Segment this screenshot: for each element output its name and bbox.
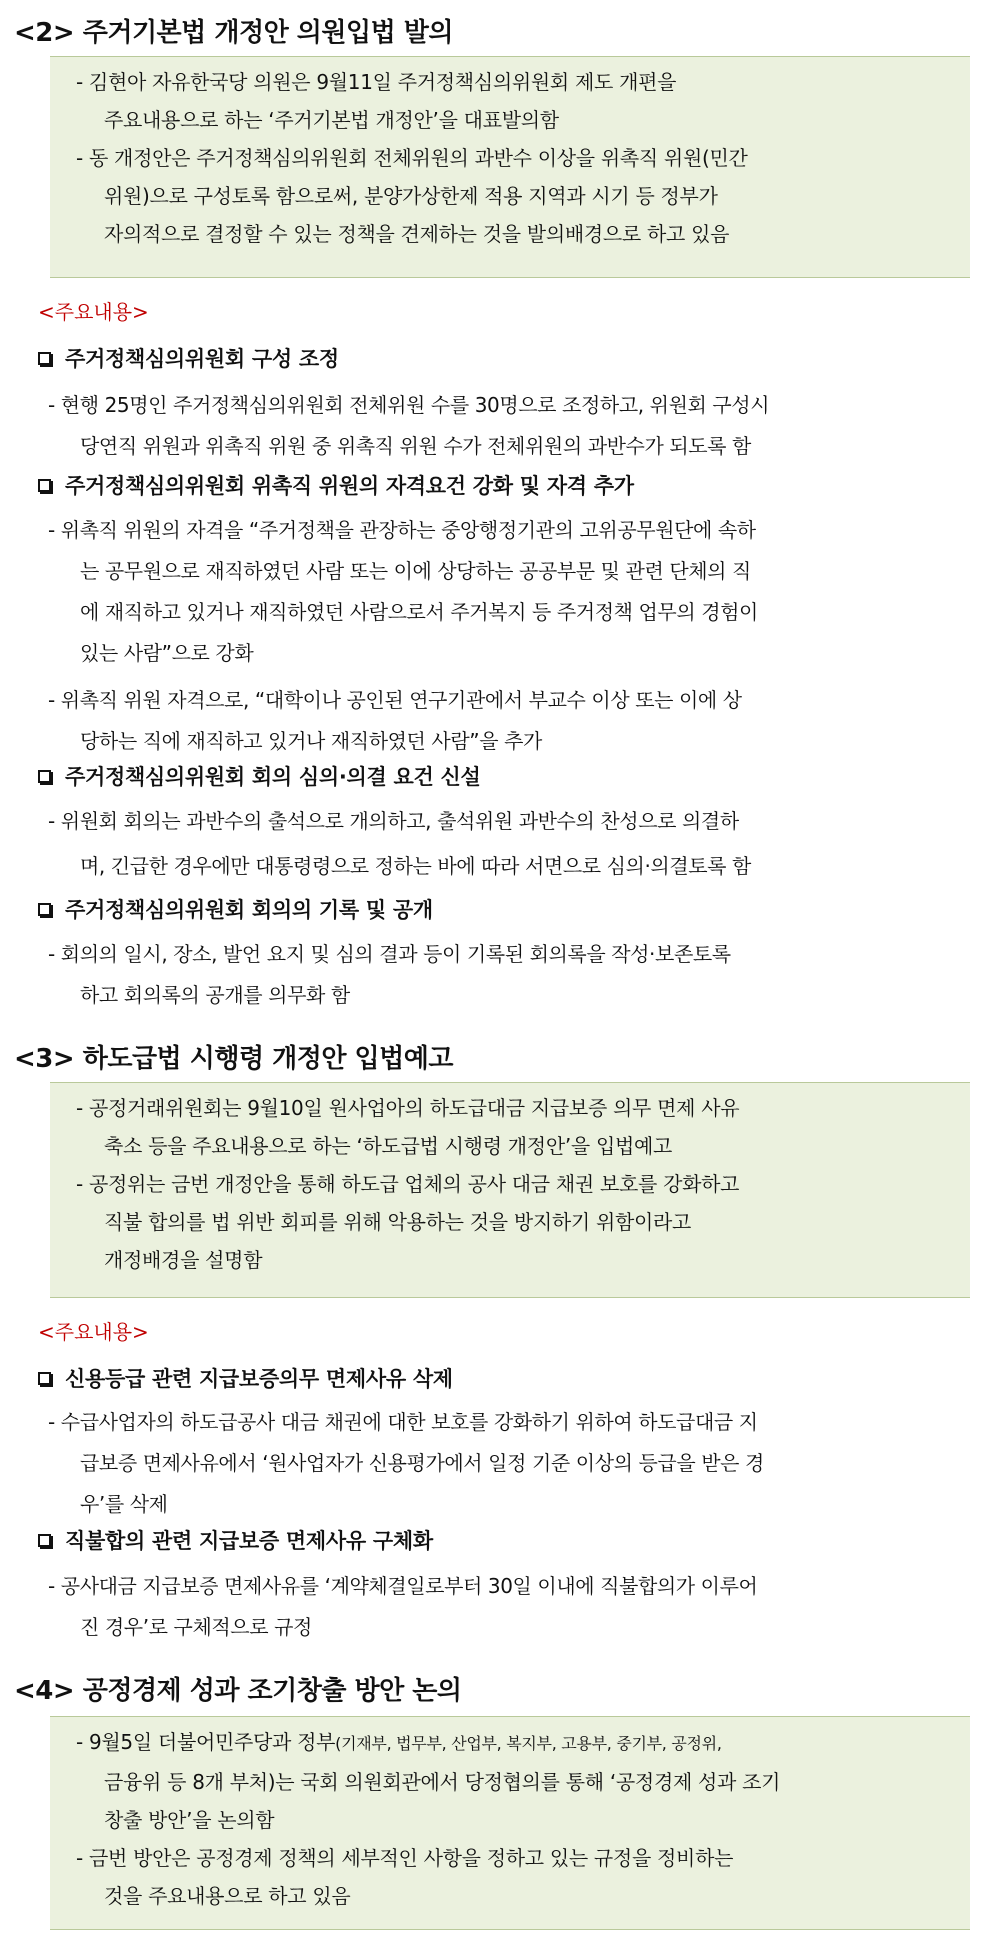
section-2-item-3-body: [48, 801, 990, 887]
body-line: - 위원회 회의는 과반수의 출석으로 개의하고, 출석위원 과반수의 찬성으로 의결하: [48, 809, 739, 833]
summary-line: - 9월5일 더불어민주당과 정부(기재부, 법무부, 산업부, 복지부, 고용부, 중기부, 공정위,: [76, 1730, 722, 1754]
summary-line: 금융위 등 8개 부처)는 국회 의원회관에서 당정협의를 통해 ‘공정경제 성과 조기: [104, 1770, 781, 1794]
body-line: 급보증 면제사유에서 ‘원사업자가 신용평가에서 일정 기준 이상의 등급을 받은 경: [80, 1451, 764, 1475]
section-4-summary-box: [50, 1716, 970, 1930]
summary-line: 주요내용으로 하는 ‘주거기본법 개정안’을 대표발의함: [104, 108, 559, 132]
section-2-item-2-head: 주거정책심의위원회 위촉직 위원의 자격요건 강화 및 자격 추가: [38, 470, 634, 500]
summary-line: - 금번 방안은 공정경제 정책의 세부적인 사항을 정하고 있는 규정을 정비하는: [76, 1846, 734, 1870]
body-line: 우’를 삭제: [80, 1492, 168, 1516]
summary-line: 위원)으로 구성토록 함으로써, 분양가상한제 적용 지역과 시기 등 정부가: [104, 184, 718, 208]
section-2-title: <2> 주거기본법 개정안 의원입법 발의: [14, 18, 453, 48]
section-2-summary-box: [50, 56, 970, 278]
section-2-item-2-body: [48, 510, 990, 762]
body-line: 하고 회의록의 공개를 의무화 함: [80, 983, 350, 1007]
body-line: - 위촉직 위원의 자격을 “주거정책을 관장하는 중앙행정기관의 고위공무원단에 속하: [48, 518, 756, 542]
section-2-item-4-head: 주거정책심의위원회 회의의 기록 및 공개: [38, 894, 433, 924]
body-line: 진 경우’로 구체적으로 규정: [80, 1615, 312, 1639]
section-3-main-label: <주요내용>: [38, 1320, 149, 1344]
body-line: - 공사대금 지급보증 면제사유를 ‘계약체결일로부터 30일 이내에 직불합의가 이루어: [48, 1574, 758, 1598]
body-line: - 수급사업자의 하도급공사 대금 채권에 대한 보호를 강화하기 위하여 하도급대금 지: [48, 1410, 758, 1434]
checkbox-square-icon: [38, 770, 51, 783]
summary-line: - 동 개정안은 주거정책심의위원회 전체위원의 과반수 이상을 위촉직 위원(민간: [76, 146, 748, 170]
section-2-main-label: <주요내용>: [38, 300, 149, 324]
checkbox-square-icon: [38, 1534, 51, 1547]
checkbox-square-icon: [38, 479, 51, 492]
summary-line: 창출 방안’을 논의함: [104, 1808, 275, 1832]
body-line: - 위촉직 위원 자격으로, “대학이나 공인된 연구기관에서 부교수 이상 또는 이에 상: [48, 688, 742, 712]
body-line: 당하는 직에 재직하고 있거나 재직하였던 사람”을 추가: [80, 729, 542, 753]
body-line: - 현행 25명인 주거정책심의위원회 전체위원 수를 30명으로 조정하고, 위원회 구성시: [48, 393, 770, 417]
section-2-item-1-head: 주거정책심의위원회 구성 조정: [38, 343, 339, 373]
summary-line: 개정배경을 설명함: [104, 1248, 263, 1272]
summary-line: - 공정거래위원회는 9월10일 원사업아의 하도급대금 지급보증 의무 면제 사유: [76, 1096, 740, 1120]
summary-line: - 김현아 자유한국당 의원은 9월11일 주거정책심의위원회 제도 개편을: [76, 70, 677, 94]
section-3-item-2-head: 직불합의 관련 지급보증 면제사유 구체화: [38, 1525, 433, 1555]
checkbox-square-icon: [38, 352, 51, 365]
section-2-item-3-head: 주거정책심의위원회 회의 심의·의결 요건 신설: [38, 761, 480, 791]
section-3-item-1-head: 신용등급 관련 지급보증의무 면제사유 삭제: [38, 1363, 453, 1393]
section-3-item-2-body: [48, 1566, 990, 1648]
body-line: - 회의의 일시, 장소, 발언 요지 및 심의 결과 등이 기록된 회의록을 작성·보존토록: [48, 942, 731, 966]
summary-line: 자의적으로 결정할 수 있는 정책을 견제하는 것을 발의배경으로 하고 있음: [104, 222, 730, 246]
section-3-summary-box: [50, 1082, 970, 1298]
body-line: 에 재직하고 있거나 재직하였던 사람으로서 주거복지 등 주거정책 업무의 경험이: [80, 600, 758, 624]
body-line: 며, 긴급한 경우에만 대통령령으로 정하는 바에 따라 서면으로 심의·의결토록 함: [80, 854, 751, 878]
summary-line: - 공정위는 금번 개정안을 통해 하도급 업체의 공사 대금 채권 보호를 강화하고: [76, 1172, 740, 1196]
body-line: 당연직 위원과 위촉직 위원 중 위촉직 위원 수가 전체위원의 과반수가 되도록 함: [80, 434, 751, 458]
summary-line: 직불 합의를 법 위반 회피를 위해 악용하는 것을 방지하기 위함이라고: [104, 1210, 692, 1234]
section-3-title: <3> 하도급법 시행령 개정안 입법예고: [14, 1044, 453, 1074]
section-2-item-4-body: [48, 934, 990, 1016]
checkbox-square-icon: [38, 1372, 51, 1385]
section-3-item-1-body: [48, 1402, 990, 1525]
section-4-title: <4> 공정경제 성과 조기창출 방안 논의: [14, 1676, 462, 1706]
body-line: 는 공무원으로 재직하였던 사람 또는 이에 상당하는 공공부문 및 관련 단체의 직: [80, 559, 751, 583]
checkbox-square-icon: [38, 903, 51, 916]
body-line: 있는 사람”으로 강화: [80, 641, 254, 665]
summary-line: 축소 등을 주요내용으로 하는 ‘하도급법 시행령 개정안’을 입법예고: [104, 1134, 673, 1158]
section-2-item-1-body: [48, 385, 990, 467]
summary-line: 것을 주요내용으로 하고 있음: [104, 1884, 351, 1908]
